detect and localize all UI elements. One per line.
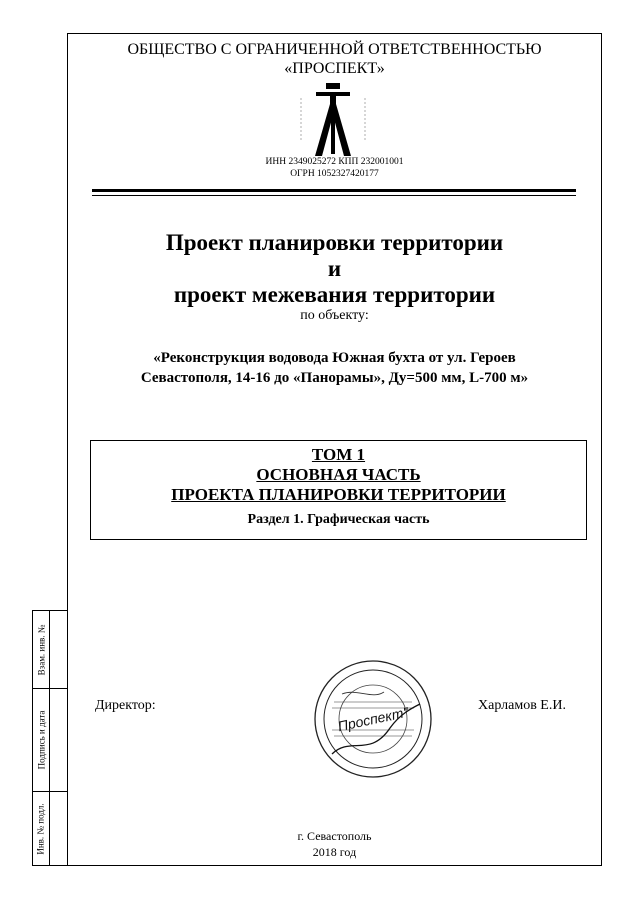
director-label: Директор: [95,698,156,713]
year: 2018 год [312,845,357,859]
volume-line-3: ПРОЕКТА ПЛАНИРОВКИ ТЕРРИТОРИИ [171,485,506,504]
footer [67,828,602,860]
city: г. Севастополь [297,829,372,843]
by-object-label: по объекту: [300,308,369,323]
side-stamp-cell [34,611,48,688]
title-line-1: Проект планировки территории [165,230,504,255]
director-name: Харламов Е.И. [478,698,566,713]
object-name [67,348,602,388]
side-stamp-label-inventory: Инв. № подл. [36,803,46,855]
volume-box [90,440,587,540]
company-requisites [67,156,602,180]
side-stamp-divider [49,611,50,865]
side-stamp-label-signature: Подпись и дата [36,710,46,769]
company-seal-stamp [312,658,434,780]
title-line-3: проект межевания территории [173,282,496,307]
surveyor-tripod-icon [296,80,370,156]
header-divider-thin [92,195,576,196]
side-stamp-cell [34,688,48,791]
volume-title [91,445,586,505]
section-title: Раздел 1. Графическая часть [247,512,430,527]
ogrn: ОГРН 1052327420177 [290,169,379,179]
object-line-2: Севастополя, 14-16 до «Панорамы», Ду=500 мм, L-700 м» [140,370,529,386]
side-stamp-label-replace: Взам. инв. № [36,624,46,675]
organization-name [67,40,602,78]
seal-center-text: Проспект" [336,703,410,735]
object-line-1: «Реконструкция водовода Южная бухта от ул. Героев [153,350,516,366]
volume-line-2: ОСНОВНАЯ ЧАСТЬ [256,465,421,484]
inn-kpp: ИНН 2349025272 КПП 232001001 [265,157,404,167]
document-title [67,230,602,308]
organization-line-2: «ПРОСПЕКТ» [284,60,385,77]
title-line-2: и [327,256,342,281]
volume-line-1: ТОМ 1 [311,445,366,464]
organization-line-1: ОБЩЕСТВО С ОГРАНИЧЕННОЙ ОТВЕТСТВЕННОСТЬЮ [127,41,542,58]
side-stamp [32,610,67,866]
header-divider-thick [92,189,576,192]
side-stamp-cell [34,791,48,867]
